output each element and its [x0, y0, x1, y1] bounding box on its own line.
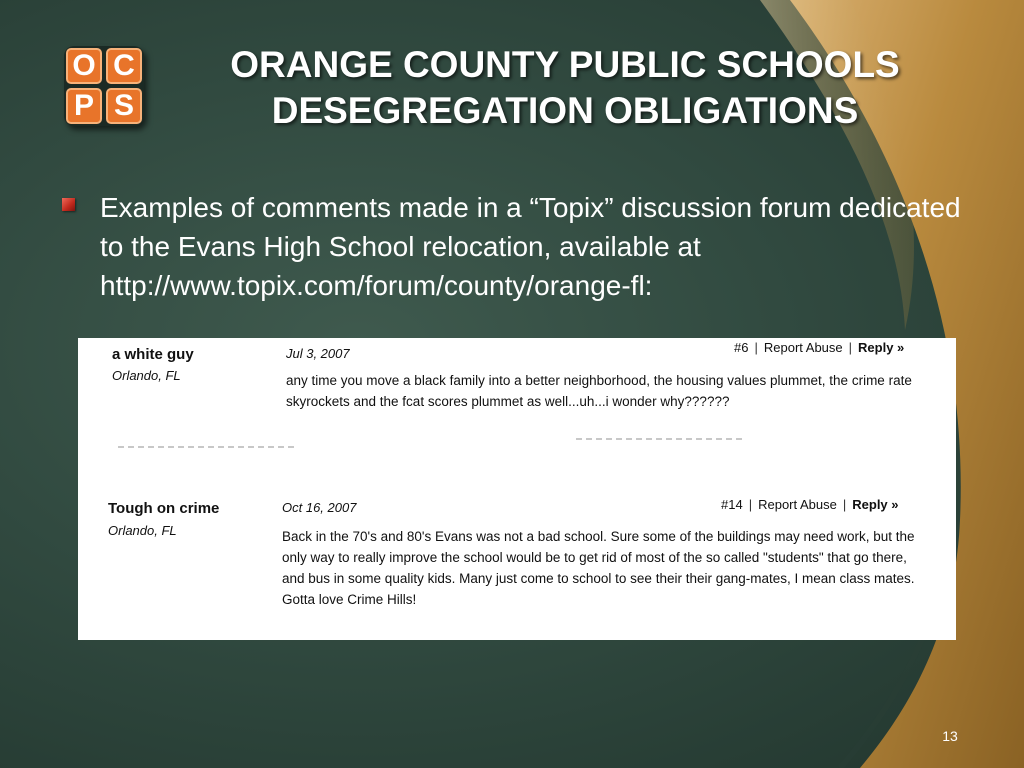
post-author: a white guy	[112, 346, 194, 363]
divider	[576, 438, 746, 440]
post-number: #6	[734, 340, 749, 355]
logo-letter-c: C	[106, 48, 142, 84]
report-abuse-link[interactable]: Report Abuse	[763, 340, 843, 355]
ocps-logo	[64, 46, 144, 126]
post-location: Orlando, FL	[108, 523, 177, 538]
separator: |	[754, 340, 758, 355]
post-author: Tough on crime	[108, 500, 220, 517]
bullet-square-icon	[62, 198, 75, 211]
separator: |	[748, 497, 753, 512]
divider	[118, 446, 298, 448]
page-number: 13	[942, 728, 958, 744]
report-abuse-link[interactable]: Report Abuse	[758, 497, 837, 512]
title-line-1: ORANGE COUNTY PUBLIC SCHOOLS	[230, 44, 900, 85]
post-date: Oct 16, 2007	[282, 500, 357, 515]
title-line-2: DESEGREGATION OBLIGATIONS	[271, 90, 859, 131]
bullet-point	[62, 188, 962, 305]
separator: |	[848, 340, 853, 355]
post-body: Back in the 70's and 80's Evans was not a bad school. Sure some of the buildings may need work, but the only way to really improve the school would be to get rid of most of the so called "students" that go there, and bus in some quality kids. Many just come to school to see their their gang-mates, I mean class mates. Gotta love Crime Hills!	[282, 529, 915, 607]
post-location: Orlando, FL	[112, 368, 181, 383]
reply-link[interactable]: Reply »	[858, 340, 905, 355]
slide-title	[160, 42, 970, 134]
bullet-text: Examples of comments made in a “Topix” discussion forum dedicated to the Evans High School relocation, available at http://www.topix.com/forum/county/orange-fl:	[100, 192, 961, 301]
post-actions	[734, 340, 904, 355]
forum-screenshot	[78, 338, 956, 640]
logo-letter-s: S	[106, 88, 142, 124]
logo-letter-o: O	[66, 48, 102, 84]
post-actions	[721, 497, 899, 512]
logo-letter-p: P	[66, 88, 102, 124]
reply-link[interactable]: Reply »	[852, 497, 899, 512]
post-date: Jul 3, 2007	[286, 346, 350, 361]
post-body: any time you move a black family into a better neighborhood, the housing values plummet, the crime rate skyrockets and the fcat scores plummet as well...uh...i wonder why??????	[286, 373, 912, 409]
separator: |	[842, 497, 847, 512]
post-number: #14	[721, 497, 743, 512]
